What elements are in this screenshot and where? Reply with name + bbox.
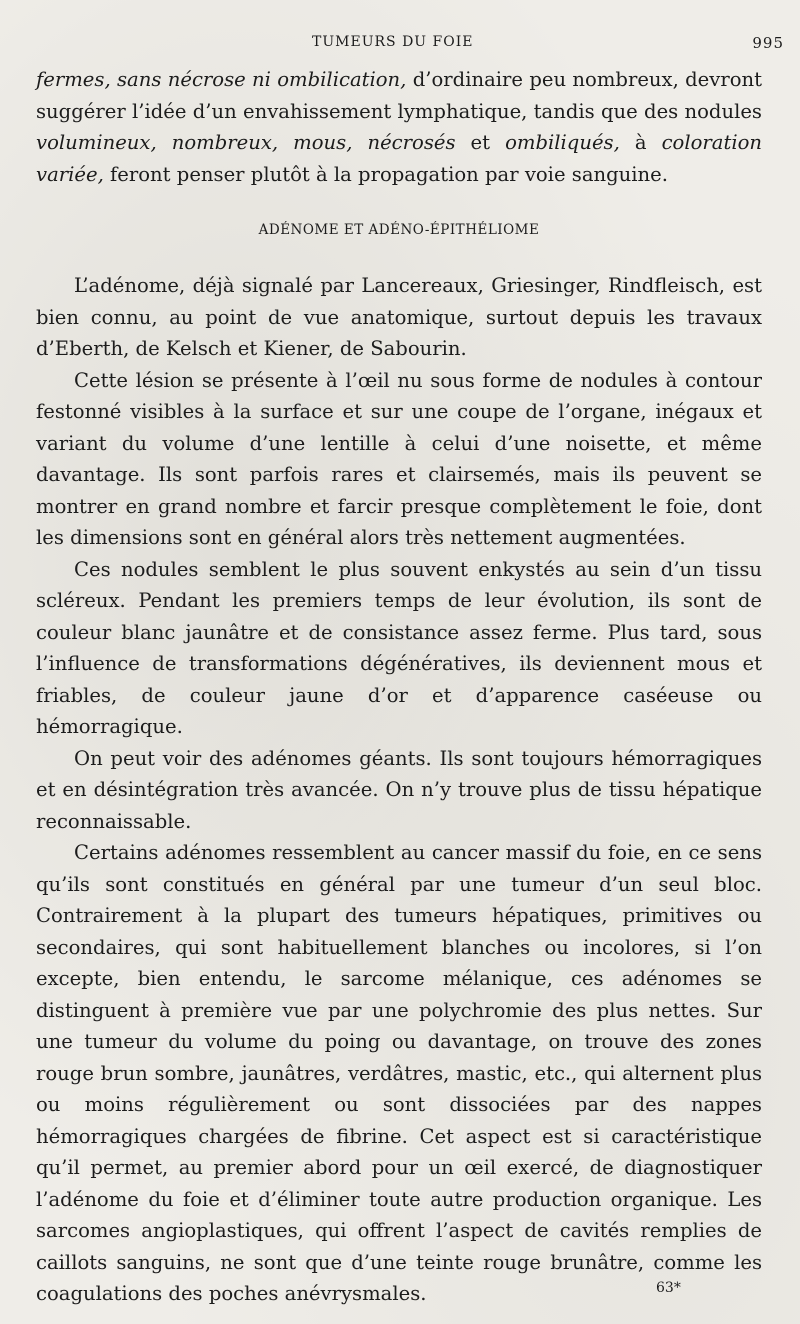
body-text <box>36 64 762 1310</box>
running-title: TUMEURS DU FOIE <box>312 34 474 50</box>
paragraph: Cette lésion se présente à l’œil nu sous forme de nodules à contour festonné visibles à la surface et sur une coupe de l’organe, inégaux et variant du volume d’une lentille à celui d’une noisette, et même davantage. Ils sont parfois rares et clairsemés, mais ils peuvent se montrer en grand nombre et farcir presque complètement le foie, dont les dimensions sont en général alors très nettement augmentées. <box>36 368 762 549</box>
running-head <box>0 34 800 54</box>
section-heading: ADÉNOME ET ADÉNO-ÉPITHÉLIOME <box>258 222 540 238</box>
intro-emphasis-2: volumineux, nombreux, mous, nécrosés <box>36 131 456 154</box>
intro-paragraph <box>36 64 762 190</box>
intro-text-3: à <box>619 131 662 154</box>
intro-emphasis-3: ombiliqués, <box>505 131 620 154</box>
intro-emphasis-4: coloration variée, <box>36 131 762 186</box>
page-number: 995 <box>752 34 784 52</box>
paragraph: On peut voir des adénomes géants. Ils sont toujours hémorragiques et en désintégration très avancée. On n’y trouve plus de tissu hépatique reconnaissable. <box>36 746 762 833</box>
paragraph: Certains adénomes ressemblent au cancer massif du foie, en ce sens qu’ils sont constitués en général par une tumeur d’un seul bloc. Contrairement à la plupart des tumeurs hépatiques, primitives ou secondaires, qui sont habituellement blanches ou incolores, si l’on excepte, bien entendu, le sarcome mélanique, ces adénomes se distinguent à première vue par une polychromie des plus nettes. Sur une tumeur du volume du poing ou davantage, on trouve des zones rouge brun sombre, jaunâtres, verdâtres, mastic, etc., qui alternent plus ou moins régulièrement ou sont dissociées par des nappes hémorragiques chargées de fibrine. Cet aspect est si caractéristique qu’il permet, au premier abord pour un œil exercé, de diagnostiquer l’adénome du foie et d’éliminer toute autre production organique. Les sarcomes angioplastiques, qui offrent l’aspect de cavités remplies de caillots sanguins, ne sont que d’une teinte rouge brunâtre, comme les coagulations des poches anévrysmales. <box>36 841 762 1305</box>
signature-mark: 63* <box>656 1280 681 1296</box>
paragraph: Ces nodules semblent le plus souvent enkystés au sein d’un tissu scléreux. Pendant les premiers temps de leur évolution, ils sont de couleur blanc jaunâtre et de consistance assez ferme. Plus tard, sous l’influence de transformations dégénératives, ils deviennent mous et friables, de couleur jaune d’or et d’apparence caséeuse ou hémorragique. <box>36 557 762 738</box>
intro-emphasis-1: fermes, sans nécrose ni ombilication, <box>36 68 407 91</box>
intro-text-1: d’ordinaire peu nombreux, devront suggérer l’idée d’un envahissement lymphatique, tandis que des nodules <box>36 68 762 123</box>
paragraph: L’adénome, déjà signalé par Lancereaux, Griesinger, Rindfleisch, est bien connu, au point de vue anatomique, surtout depuis les travaux d’Eberth, de Kelsch et Kiener, de Sabourin. <box>36 274 762 360</box>
intro-text-4: feront penser plutôt à la propagation par voie sanguine. <box>103 162 669 186</box>
intro-text-2: et <box>455 131 506 154</box>
